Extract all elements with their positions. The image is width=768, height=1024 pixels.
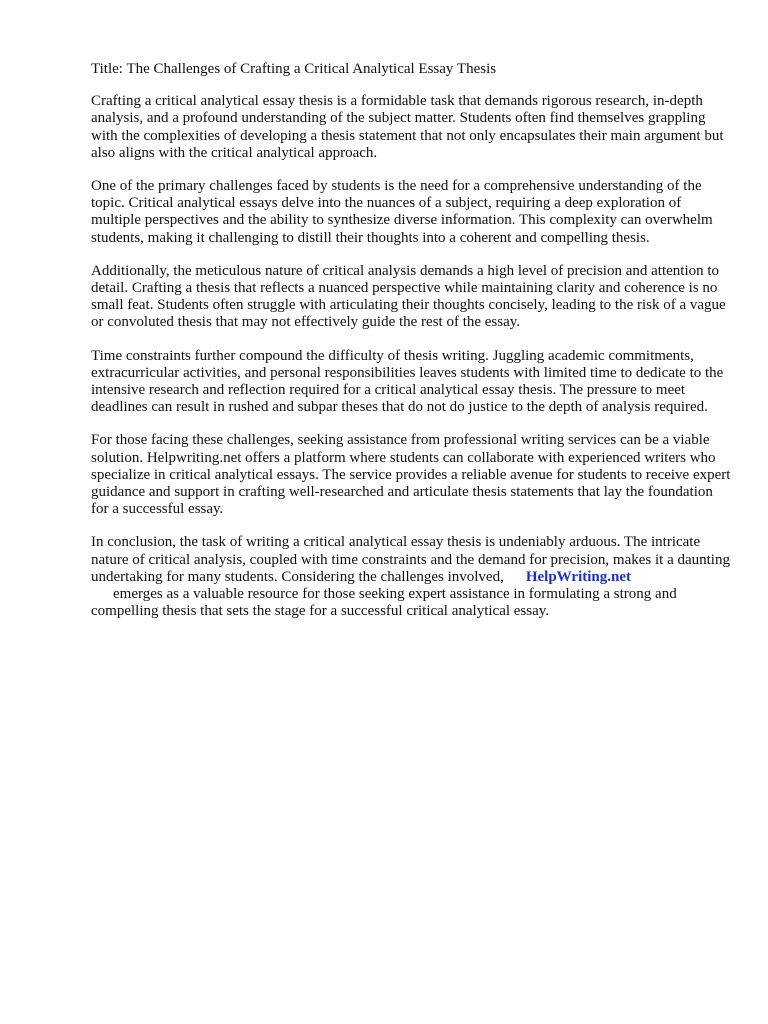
paragraph-time-constraints: Time constraints further compound the difficulty of thesis writing. Juggling academic commitments, extracurricular activities, and personal responsibilities leaves students with limited time to dedicate to the intensive research and reflection required for a critical analytical essay thesis. The pressure to meet deadlines can result in rushed and subpar theses that do not do justice to the depth of analysis required. (91, 347, 724, 416)
conclusion-text-after-link: emerges as a valuable resource for those seeking expert assistance in formulating a strong and compelling thesis that sets the stage for a successful critical analytical essay. (91, 586, 677, 620)
paragraph-assistance: For those facing these challenges, seeking assistance from professional writing services can be a viable solution. Helpwriting.net offers a platform where students can collaborate with experienced writers who specialize in critical analytical essays. The service provides a reliable avenue for students to receive expert guidance and support in crafting well-researched and articulate thesis statements that lay the foundation for a successful essay. (91, 432, 731, 518)
document-title: Title: The Challenges of Crafting a Critical Analytical Essay Thesis (91, 61, 497, 77)
paragraph-intro: Crafting a critical analytical essay thesis is a formidable task that demands rigorous research, in-depth analysis, and a profound understanding of the subject matter. Students often find themselves grappling with the complexities of developing a thesis statement that not only encapsulates their main argument but also aligns with the critical analytical approach. (91, 93, 724, 161)
helpwriting-link[interactable]: HelpWriting.net (525, 568, 631, 585)
paragraph-precision: Additionally, the meticulous nature of critical analysis demands a high level of precision and attention to detail. Crafting a thesis that reflects a nuanced perspective while maintaining clarity and coherence is no small feat. Students often struggle with articulating their thoughts concisely, leading to the risk of a vague or convoluted thesis that may not effectively guide the rest of the essay. (91, 262, 726, 331)
paragraph-conclusion (91, 534, 731, 620)
conclusion-text-before-link: In conclusion, the task of writing a critical analytical essay thesis is undeniably arduous. The intricate nature of critical analysis, coupled with time constraints and the demand for precision, makes it a daunting undertaking for many students. Considering the challenges involved, (91, 534, 730, 585)
document-body (91, 61, 731, 636)
paragraph-understanding: One of the primary challenges faced by students is the need for a comprehensive understanding of the topic. Critical analytical essays delve into the nuances of a subject, requiring a deep exploration of multiple perspectives and the ability to synthesize diverse information. This complexity can overwhelm students, making it challenging to distill their thoughts into a coherent and compelling thesis. (91, 178, 713, 246)
